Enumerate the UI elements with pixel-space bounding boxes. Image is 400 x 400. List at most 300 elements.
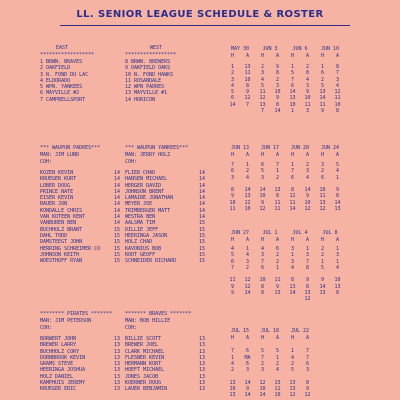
player-age: 15 <box>113 258 120 265</box>
player-name: HANSEN MICHAEL <box>125 176 168 183</box>
schedule-cell: 14 <box>274 108 281 115</box>
schedule-1-home-away <box>225 53 345 59</box>
schedule-cell: 3 <box>335 252 339 259</box>
schedule-cell: 11 <box>319 101 326 108</box>
schedule-cell: 13 <box>274 187 281 194</box>
schedule-cell: 3 <box>305 367 309 374</box>
schedule-cell <box>255 296 270 302</box>
schedule-row <box>225 392 315 398</box>
player-age: 14 <box>198 188 205 195</box>
player-age: 14 <box>198 195 205 202</box>
schedule-cell: 3 <box>245 258 249 265</box>
schedule-cell: 14 <box>259 187 266 194</box>
player-age: 14 <box>113 220 120 227</box>
schedule-cell: 1 <box>230 354 234 361</box>
schedule-cell: 10 <box>229 199 236 206</box>
player-name: DAMSTEEGT JOHN <box>40 239 83 246</box>
team-entry: 5 WPN. YANKEES <box>40 84 83 91</box>
schedule-cell: 1 <box>245 162 249 168</box>
player-name: KAVONIUS BOB <box>125 245 162 252</box>
home-away-label: A <box>275 53 279 59</box>
schedule-cell: 10 <box>274 392 281 399</box>
schedule-cell: 10 <box>259 277 266 284</box>
player-age: 14 <box>198 214 205 221</box>
schedule-cell: 13 <box>319 199 326 206</box>
schedule-cell: 12 <box>289 392 296 399</box>
schedule-cell: 2 <box>305 162 309 168</box>
schedule-date: MAY 30 <box>230 46 250 52</box>
schedule-4-home-away <box>225 335 315 341</box>
schedule-cell: 6 <box>275 246 279 252</box>
schedule-cell: 8 <box>260 283 264 290</box>
schedule-cell: 1 <box>290 108 294 115</box>
schedule-cell: 9 <box>245 89 249 96</box>
player-name: HERRING SCHREIMER CO <box>40 245 101 252</box>
schedule-cell: 4 <box>335 82 339 89</box>
player-name: HOLZ CHAD <box>125 239 153 246</box>
schedule-date: JUL 22 <box>290 328 310 334</box>
schedule-date: JUN 6 <box>292 46 308 52</box>
schedule-cell: 11 <box>289 199 296 206</box>
schedule-cell: 3 <box>245 367 249 374</box>
schedule-cell: 11 <box>319 193 326 200</box>
schedule-cell: 14 <box>304 187 311 194</box>
schedule-cell <box>225 108 240 114</box>
team-entry: 13 MAYVILLE #1 <box>125 90 168 97</box>
player-age: 14 <box>113 207 120 214</box>
schedule-cell: 14 <box>334 199 341 206</box>
home-away-label: A <box>335 53 339 59</box>
schedule-cell: 8 <box>275 193 279 200</box>
player-age: 14 <box>198 207 205 214</box>
schedule-cell: 4 <box>230 246 234 252</box>
schedule-cell: 2 <box>290 360 294 367</box>
schedule-cell: 3 <box>320 162 324 168</box>
schedule-cell: 2 <box>230 70 234 77</box>
schedule-cell: 9 <box>230 290 234 297</box>
player-age: 13 <box>198 354 205 361</box>
schedule-cell: 14 <box>244 187 251 194</box>
schedule-cell: 6 <box>290 82 294 89</box>
player-age: 14 <box>198 182 205 189</box>
schedule-cell: 13 <box>319 290 326 297</box>
player-age: 15 <box>198 232 205 239</box>
player-name: VAN KOTEEN KENT <box>40 214 86 221</box>
schedule-cell: 10 <box>289 101 296 108</box>
schedule-cell: 9 <box>305 277 309 284</box>
home-away-label: A <box>245 335 249 341</box>
player-name: HERMANN KURT <box>125 361 162 368</box>
team-entry: 4 ELDORADO <box>40 77 71 84</box>
player-age: 14 <box>113 195 120 202</box>
schedule-cell: 1 <box>290 162 294 168</box>
roster-row <box>40 258 120 264</box>
home-away-label: A <box>305 53 309 59</box>
team-entry: 8 BRWN. BREWERS <box>125 59 171 65</box>
schedule-cell: 9 <box>335 187 339 194</box>
schedule-cell: 8 <box>290 187 294 194</box>
home-away-label: H <box>230 53 234 59</box>
schedule-cell: 12 <box>304 296 311 303</box>
schedule-cell: 7 <box>335 70 339 77</box>
player-name: HEERINGA JOSHUA <box>40 367 86 374</box>
schedule-cell: 8 <box>335 193 339 200</box>
schedule-cell: 11 <box>229 277 236 284</box>
home-away-label: H <box>260 152 264 158</box>
player-name: SCHNEIDER RICHARD <box>125 258 177 265</box>
schedule-cell: 10 <box>334 277 341 284</box>
schedule-cell <box>330 296 345 302</box>
schedule-cell: 8 <box>335 108 339 115</box>
schedule-3-grid <box>225 246 345 303</box>
player-name: PRINCE NATE <box>40 188 74 195</box>
schedule-4-grid <box>225 342 315 399</box>
schedule-cell: 13 <box>304 290 311 297</box>
player-name: KRUEGER ERIC <box>40 386 77 393</box>
schedule-cell: 6 <box>320 174 324 181</box>
schedule-cell: 2 <box>320 76 324 83</box>
schedule-cell: 12 <box>259 379 266 386</box>
schedule-cell: 9 <box>305 193 309 200</box>
player-name: JONES JACOB <box>125 373 159 380</box>
schedule-cell: 1 <box>275 264 279 271</box>
schedule-cell: 2 <box>260 360 264 367</box>
schedule-cell: 2 <box>320 252 324 259</box>
player-age: 13 <box>198 380 205 387</box>
schedule-cell: 2 <box>275 360 279 367</box>
schedule-date: JUL 1 <box>262 230 278 236</box>
schedule-cell: 3 <box>260 252 264 259</box>
team-entry: 11 ROSANDALE <box>125 77 162 84</box>
schedule-date: JUN 3 <box>262 46 278 52</box>
schedule-cell: 13 <box>289 283 296 290</box>
player-age: 15 <box>113 239 120 246</box>
schedule-cell: 8 <box>275 70 279 77</box>
schedule-2-dates <box>225 145 345 151</box>
home-away-label: A <box>245 53 249 59</box>
schedule-cell: 2 <box>245 264 249 271</box>
pirates-coach: COH: <box>40 325 53 331</box>
schedule-cell: 6 <box>230 95 234 102</box>
schedule-cell: 10 <box>319 187 326 194</box>
schedule-cell: 7 <box>230 162 234 168</box>
schedule-cell: 12 <box>244 283 251 290</box>
pirates-roster <box>40 336 120 393</box>
schedule-cell: 13 <box>289 386 296 393</box>
schedule-cell <box>240 296 255 302</box>
schedule-cell <box>240 108 255 114</box>
roster-row <box>125 258 205 264</box>
player-name: BREWER LARRY <box>40 342 77 349</box>
braves-roster <box>125 336 205 393</box>
schedule-cell: 5 <box>260 168 264 175</box>
schedule-cell: 13 <box>289 95 296 102</box>
schedule-cell: 3 <box>275 82 279 89</box>
schedule-cell: 9 <box>275 95 279 102</box>
schedule-cell: 3 <box>305 168 309 175</box>
player-age: 15 <box>198 220 205 227</box>
schedule-cell: 6 <box>260 264 264 271</box>
player-name: HOEFT MICHAEL <box>125 367 165 374</box>
schedule-1-dates <box>225 46 345 52</box>
schedule-cell: 12 <box>244 95 251 102</box>
schedule-cell: 4 <box>290 354 294 361</box>
schedule-cell: 9 <box>230 283 234 290</box>
player-name: HOLZ DANIEL <box>40 373 74 380</box>
schedule-2-home-away <box>225 152 345 158</box>
player-name: VANBUREN BEN <box>40 220 77 227</box>
player-name: ROOT GEOFF <box>125 251 156 258</box>
schedule-cell: 4 <box>245 174 249 181</box>
roster-row <box>125 386 205 392</box>
player-age: 15 <box>113 251 120 258</box>
player-name: TRIMBERGER MATT <box>125 207 171 214</box>
player-age: 13 <box>113 348 120 355</box>
schedule-row <box>225 296 345 302</box>
schedule-cell: 12 <box>304 206 311 213</box>
yankees-header: *** WAUPUN YANKEES*** <box>125 145 189 151</box>
schedule-cell: 11 <box>334 95 341 102</box>
player-name: JOHNSON BRENT <box>125 188 165 195</box>
player-name: KRUEGER KURT <box>40 176 77 183</box>
schedule-cell: 14 <box>289 89 296 96</box>
schedule-cell: 12 <box>259 206 266 213</box>
home-away-label: A <box>335 237 339 243</box>
schedule-cell: 7 <box>290 76 294 83</box>
player-age: 14 <box>198 170 205 176</box>
schedule-cell: 12 <box>244 199 251 206</box>
player-name: HERGER DAVID <box>125 182 162 189</box>
schedule-cell: 8 <box>260 290 264 297</box>
player-age: 13 <box>198 367 205 374</box>
player-name: BUCHHOLZ BRANT <box>40 226 83 233</box>
schedule-cell: 11 <box>244 70 251 77</box>
schedule-cell: 3 <box>335 76 339 83</box>
schedule-cell: 2 <box>275 174 279 181</box>
schedule-cell: 13 <box>319 89 326 96</box>
team-entry: 7 CAMPBELLSPORT <box>40 96 86 103</box>
schedule-cell: 4 <box>245 252 249 259</box>
player-age: 14 <box>198 176 205 183</box>
player-name: LAMAIRE JONATHAN <box>125 195 174 202</box>
padres-manager: MAN: JIM LUND <box>40 152 80 158</box>
schedule-cell: 5 <box>290 70 294 77</box>
schedule-cell: 14 <box>289 290 296 297</box>
team-entry: 12 WPN PADRES <box>125 84 165 91</box>
schedule-cell: 3 <box>230 76 234 83</box>
schedule-cell: MA <box>244 354 251 361</box>
schedule-cell: 13 <box>289 379 296 386</box>
player-name: WESTRA BEN <box>125 214 156 221</box>
schedule-cell: 3 <box>290 246 294 252</box>
schedule-cell: 7 <box>290 168 294 175</box>
player-name: KOZEN KEVIN <box>40 170 74 176</box>
schedule-cell: 11 <box>274 199 281 206</box>
player-name: MEYER JOE <box>125 201 153 208</box>
schedule-cell: 5 <box>320 264 324 271</box>
home-away-label: A <box>275 335 279 341</box>
schedule-cell: 14 <box>259 392 266 399</box>
schedule-cell: 6 <box>320 70 324 77</box>
schedule-cell: 7 <box>305 348 309 355</box>
schedule-cell: 11 <box>304 101 311 108</box>
schedule-cell: 1 <box>335 246 339 252</box>
schedule-cell: 3 <box>305 82 309 89</box>
schedule-cell: 12 <box>304 392 311 399</box>
player-name: DAHL TODD <box>40 232 68 239</box>
schedule-cell: 10 <box>274 89 281 96</box>
schedule-cell: 13 <box>274 379 281 386</box>
schedule-cell <box>285 296 300 302</box>
home-away-label: H <box>290 152 294 158</box>
schedule-cell: 2 <box>275 76 279 83</box>
home-away-label: A <box>275 237 279 243</box>
home-away-label: H <box>230 335 234 341</box>
home-away-label: A <box>275 152 279 158</box>
home-away-label: H <box>290 335 294 341</box>
schedule-2-grid <box>225 162 345 212</box>
pirates-manager: MAN: JIM PETERSON <box>40 318 92 324</box>
home-away-label: A <box>305 237 309 243</box>
schedule-date: JUN 20 <box>290 145 310 151</box>
schedule-cell: 3 <box>230 174 234 181</box>
schedule-cell: 1 <box>290 252 294 259</box>
schedule-cell: 6 <box>230 168 234 175</box>
schedule-cell: 7 <box>305 354 309 361</box>
schedule-cell: 8 <box>335 64 339 70</box>
schedule-cell: 8 <box>245 82 249 89</box>
roster-row <box>40 386 120 392</box>
schedule-cell: 7 <box>245 101 249 108</box>
schedule-cell: 5 <box>230 89 234 96</box>
padres-coach: COH: <box>40 159 53 165</box>
schedule-cell: 7 <box>230 264 234 271</box>
player-age: 15 <box>113 232 120 239</box>
team-entry: 14 HORICON <box>125 96 156 103</box>
player-age: 14 <box>198 201 205 208</box>
schedule-cell: 2 <box>230 367 234 374</box>
schedule-cell: 6 <box>290 174 294 181</box>
schedule-cell: 11 <box>229 206 236 213</box>
player-name: BREWER JOEL <box>125 342 159 349</box>
schedule-cell: 9 <box>275 283 279 290</box>
player-age: 14 <box>113 201 120 208</box>
schedule-cell: 12 <box>259 95 266 102</box>
player-age: 13 <box>113 386 120 393</box>
team-entry: 9 OAKFIELD OAKS <box>125 65 171 72</box>
player-name: BORWERT JOHN <box>40 336 77 342</box>
schedule-cell <box>270 296 285 302</box>
schedule-cell: 1 <box>290 64 294 70</box>
schedule-cell: 6 <box>260 162 264 168</box>
player-name: BILLIE SCOTT <box>125 336 162 342</box>
home-away-label: H <box>290 53 294 59</box>
pirates-header: ******** PIRATES ******* <box>40 311 113 317</box>
schedule-cell: 6 <box>245 348 249 355</box>
team-entry: 3 N. FOND DU LAC <box>40 71 89 78</box>
schedule-cell: 13 <box>334 206 341 213</box>
schedule-cell: 4 <box>335 264 339 271</box>
schedule-cell: 13 <box>244 64 251 70</box>
schedule-cell: 8 <box>305 283 309 290</box>
schedule-cell: 4 <box>260 76 264 83</box>
braves-coach: COH: <box>125 325 138 331</box>
home-away-label: H <box>230 237 234 243</box>
player-age: 13 <box>198 386 205 393</box>
schedule-cell: 1 <box>290 348 294 355</box>
player-age: 13 <box>198 342 205 349</box>
schedule-3-home-away <box>225 237 345 243</box>
schedule-cell: 6 <box>305 360 309 367</box>
schedule-date: JUN 17 <box>260 145 280 151</box>
schedule-date: JUN 10 <box>320 46 340 52</box>
east-label: EAST <box>56 45 69 51</box>
schedule-cell: 4 <box>290 264 294 271</box>
schedule-cell: 9 <box>305 89 309 96</box>
schedule-cell: 12 <box>244 277 251 284</box>
yankees-coach: COH: <box>125 159 138 165</box>
east-team-list <box>40 59 88 103</box>
schedule-cell: 4 <box>230 82 234 89</box>
schedule-cell: 6 <box>230 258 234 265</box>
west-stars: ***************** <box>125 52 177 58</box>
team-entry: 2 OAKFIELD <box>40 65 71 72</box>
player-name: AALSMA TIM <box>125 220 156 227</box>
player-age: 15 <box>113 226 120 233</box>
player-age: 13 <box>198 336 205 342</box>
player-age: 14 <box>113 170 120 176</box>
schedule-date: JUN 24 <box>320 145 340 151</box>
player-age: 13 <box>113 380 120 387</box>
player-age: 13 <box>198 348 205 355</box>
schedule-cell: 7 <box>260 354 264 361</box>
player-name: LAUER BENJAMIN <box>125 386 168 393</box>
player-name: BAUER JON <box>40 201 68 208</box>
schedule-date: JUL 8 <box>322 230 338 236</box>
home-away-label: A <box>335 152 339 158</box>
schedule-cell: 5 <box>320 82 324 89</box>
schedule-cell: 7 <box>305 258 309 265</box>
player-age: 13 <box>113 342 120 349</box>
schedule-cell: 2 <box>320 168 324 175</box>
player-name: GRAMS STEVE <box>40 361 74 368</box>
schedule-cell: 1 <box>320 64 324 70</box>
schedule-cell: 14 <box>244 392 251 399</box>
schedule-cell: 4 <box>305 76 309 83</box>
schedule-cell <box>225 296 240 302</box>
home-away-label: A <box>305 335 309 341</box>
schedule-cell: 4 <box>335 168 339 175</box>
schedule-cell: 8 <box>290 277 294 284</box>
schedule-cell: 6 <box>245 360 249 367</box>
schedule-cell: 14 <box>319 95 326 102</box>
schedule-cell: 1 <box>275 354 279 361</box>
schedule-cell: 8 <box>230 187 234 194</box>
schedule-4-dates <box>225 328 315 334</box>
schedule-cell: 13 <box>259 101 266 108</box>
schedule-cell: 10 <box>304 95 311 102</box>
player-age: 15 <box>198 239 205 246</box>
schedule-date: JUN 27 <box>230 230 250 236</box>
home-away-label: H <box>260 237 264 243</box>
schedule-cell: 9 <box>305 386 309 393</box>
schedule-1-grid <box>225 64 345 114</box>
west-team-list <box>125 59 173 103</box>
padres-header: *** WAUPUN PADRES*** <box>40 145 101 151</box>
schedule-row <box>225 108 345 114</box>
player-name: DILLIE JEFF <box>125 226 159 233</box>
schedule-cell: 1 <box>320 258 324 265</box>
